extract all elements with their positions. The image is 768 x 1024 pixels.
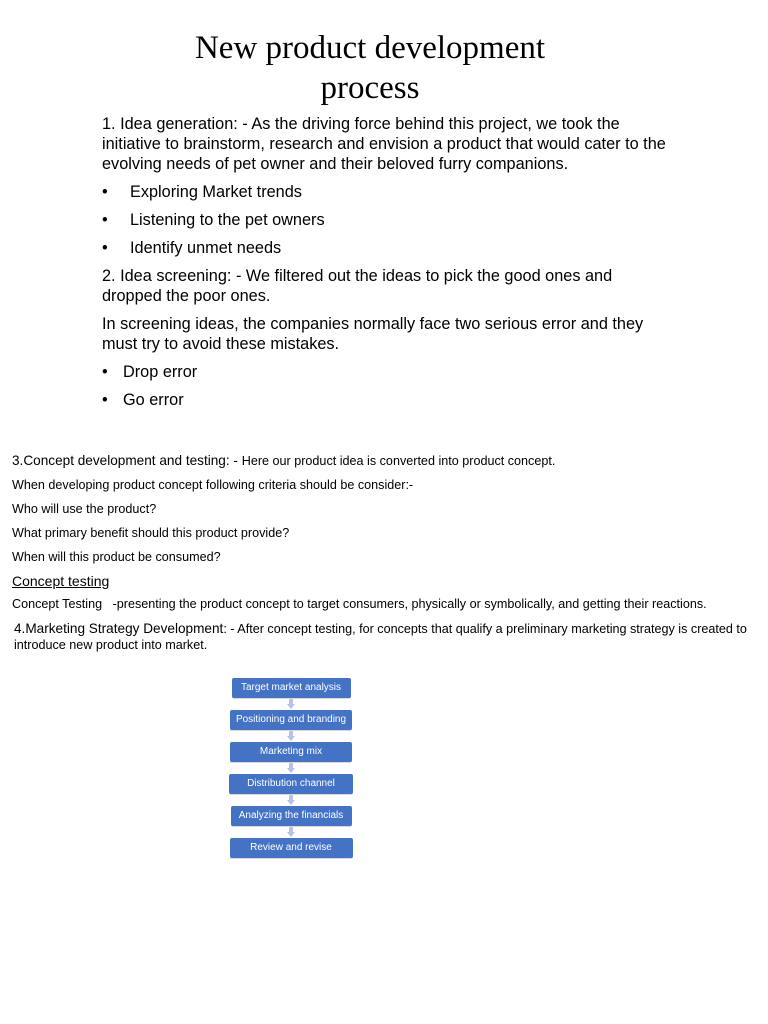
marketing-strategy-paragraph: 4.Marketing Strategy Development: - After concept testing, for concepts that qualify a preliminary marketing strategy is created to introduce new product into market. (14, 621, 747, 652)
question-item: When will this product be consumed? (12, 550, 221, 564)
concept-development-heading: 3.Concept development and testing: - Here our product idea is converted into product concept. (12, 453, 556, 468)
flow-step-target-market: Target market analysis (232, 678, 351, 698)
page-title (0, 28, 740, 108)
question-item: What primary benefit should this product provide? (12, 526, 290, 540)
screening-error-bullets (102, 362, 672, 410)
criteria-text: When developing product concept following criteria should be consider:- (12, 478, 414, 492)
idea-screening-paragraph: 2. Idea screening: - We filtered out the ideas to pick the good ones and dropped the poor ones. (102, 267, 613, 305)
lower-section (12, 453, 752, 661)
idea-generation-bullets (102, 182, 672, 258)
concept-testing-text: Concept Testing -presenting the product concept to target consumers, physically or symbolically, and getting their reactions. (12, 597, 707, 611)
flow-step-review: Review and revise (230, 838, 353, 858)
flow-step-marketing-mix: Marketing mix (230, 742, 352, 762)
screening-errors-paragraph: In screening ideas, the companies normally face two serious error and they must try to avoid these mistakes. (102, 315, 644, 353)
title-line-2: process (320, 70, 420, 106)
title-line-1: New product development (194, 30, 546, 66)
bullet-item: • Drop error (102, 363, 198, 381)
flow-step-financials: Analyzing the financials (231, 806, 352, 826)
question-item: Who will use the product? (12, 502, 157, 516)
bullet-item: • Identify unmet needs (102, 239, 282, 257)
bullet-item: • Listening to the pet owners (102, 211, 325, 229)
bullet-item: • Go error (102, 391, 184, 409)
flow-step-positioning: Positioning and branding (230, 710, 352, 730)
idea-generation-paragraph: 1. Idea generation: - As the driving force behind this project, we took the initiative to brainstorm, research and envision a product that would cater to the evolving needs of pet owner and their beloved furry companions. (102, 115, 666, 173)
concept-testing-heading: Concept testing (12, 573, 110, 589)
upper-section (102, 114, 672, 418)
bullet-item: • Exploring Market trends (102, 183, 302, 201)
marketing-strategy-flowchart (229, 678, 353, 858)
flow-step-distribution: Distribution channel (229, 774, 353, 794)
